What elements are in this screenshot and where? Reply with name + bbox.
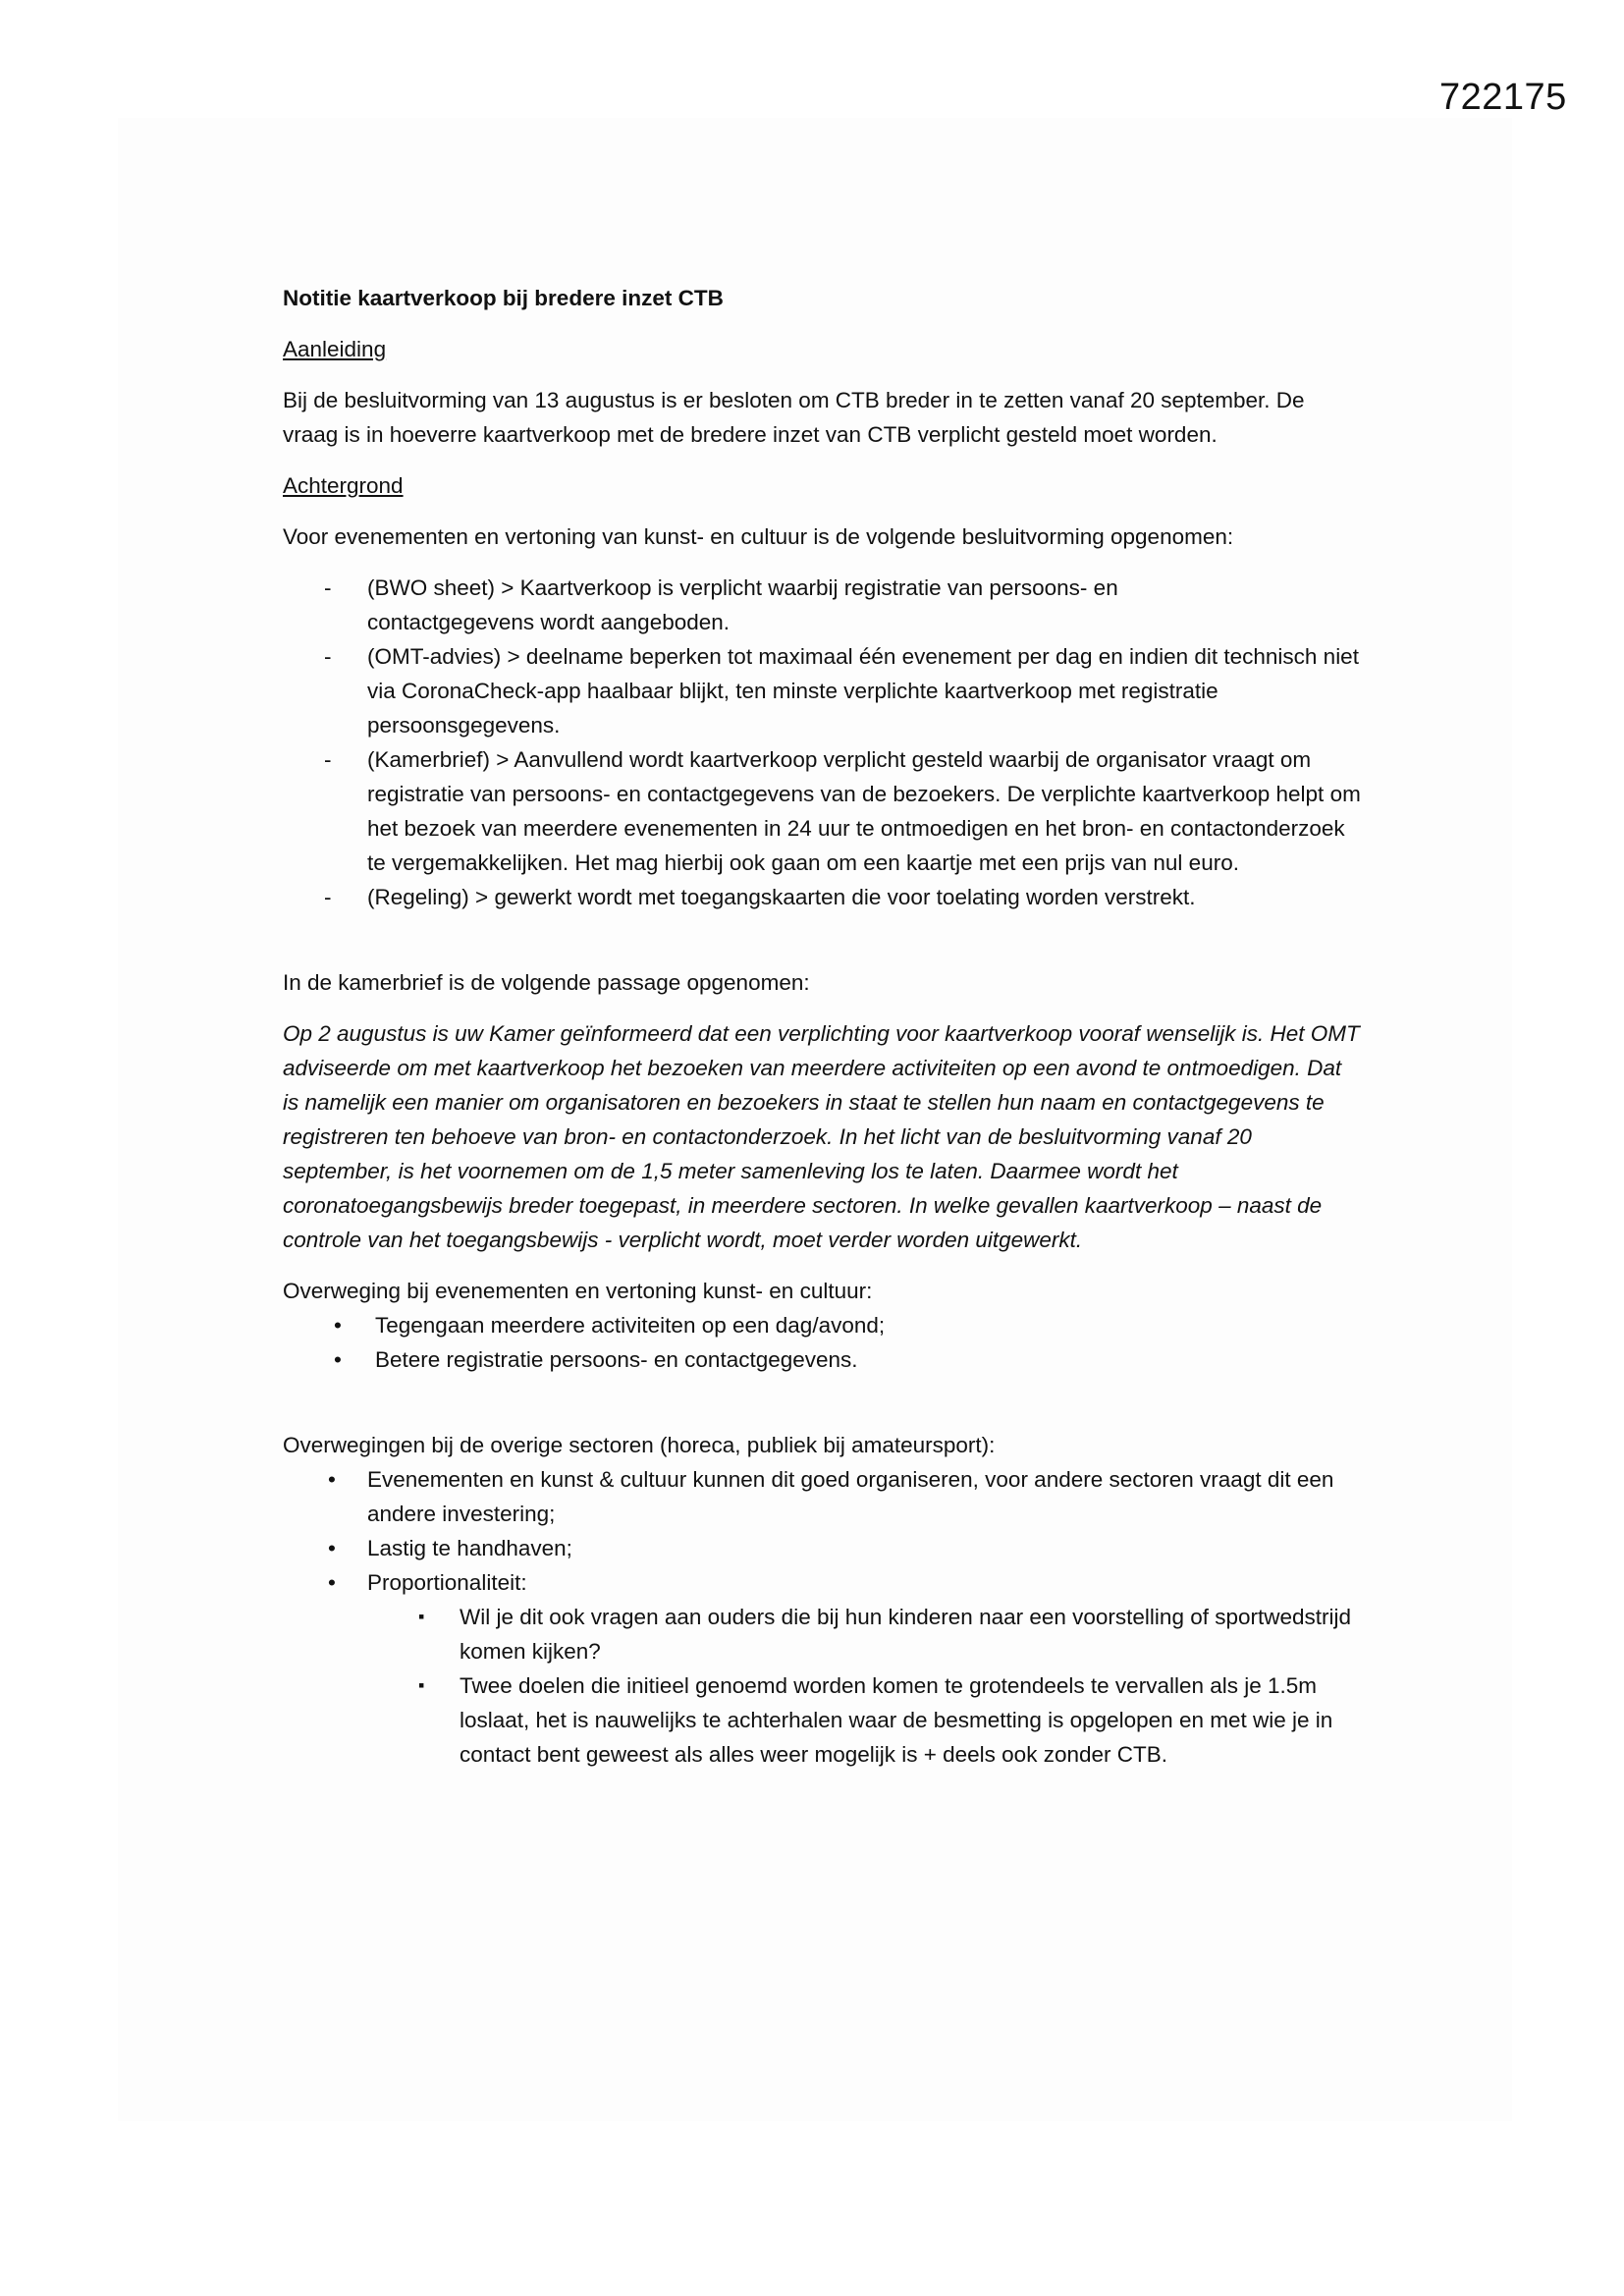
list-item: • Tegengaan meerdere activiteiten op een dag/avond;	[283, 1308, 1363, 1342]
paragraph-aanleiding: Bij de besluitvorming van 13 augustus is er besloten om CTB breder in te zetten vanaf 20 september. De vraag is in hoeverre kaartverkoop met de bredere inzet van CTB verplicht gesteld moet worden.	[283, 388, 1305, 447]
list-item: - (Kamerbrief) > Aanvullend wordt kaartverkoop verplicht gesteld waarbij de organisator vraagt om registratie van persoons- en contactgegevens van de bezoekers. De verplichte kaartverkoop helpt om het bezoek van meerdere evenementen in 24 uur te ontmoedigen en het bron- en contactonderzoek te vergemakkelijken. Het mag hierbij ook gaan om een kaartje met een prijs van nul euro.	[283, 742, 1363, 880]
sub-list-item: ▪ Wil je dit ook vragen aan ouders die bij hun kinderen naar een voorstelling of sportwedstrijd komen kijken?	[283, 1600, 1363, 1668]
list-item: • Lastig te handhaven;	[283, 1531, 1363, 1565]
paragraph-kamerbrief-intro: In de kamerbrief is de volgende passage opgenomen:	[283, 970, 810, 995]
heading-aanleiding: Aanleiding	[283, 337, 387, 361]
paragraph-overweging-intro: Overweging bij evenementen en vertoning kunst- en cultuur:	[283, 1279, 873, 1303]
overige-sectoren-list	[283, 1462, 1363, 1600]
overweging-list	[283, 1308, 1363, 1377]
paragraph-overige-sectoren-intro: Overwegingen bij de overige sectoren (horeca, publiek bij amateursport):	[283, 1433, 996, 1457]
heading-achtergrond: Achtergrond	[283, 473, 404, 498]
list-item: • Evenementen en kunst & cultuur kunnen dit goed organiseren, voor andere sectoren vraagt dit een andere investering;	[283, 1462, 1363, 1531]
document-id: 722175	[1439, 77, 1567, 118]
kamerbrief-quote: Op 2 augustus is uw Kamer geïnformeerd dat een verplichting voor kaartverkoop vooraf wenselijk is. Het OMT adviseerde om met kaartverkoop het bezoeken van meerdere activiteiten op een avond te ontmoedigen. Dat is namelijk een manier om organisatoren en bezoekers in staat te stellen hun naam en contactgegevens te registreren ten behoeve van bron- en contactonderzoek. In het licht van de besluitvorming vanaf 20 september, is het voornemen om de 1,5 meter samenleving los te laten. Daarmee wordt het coronatoegangsbewijs breder toegepast, in meerdere sectoren. In welke gevallen kaartverkoop – naast de controle van het toegangsbewijs - verplicht wordt, moet verder worden uitgewerkt.	[283, 1021, 1360, 1252]
sub-list-item: ▪ Twee doelen die initieel genoemd worden komen te grotendeels te vervallen als je 1.5m loslaat, het is nauwelijks te achterhalen waar de besmetting is opgelopen en met wie je in contact bent geweest als alles weer mogelijk is + deels ook zonder CTB.	[283, 1668, 1363, 1772]
document-body	[283, 281, 1363, 1772]
besluitvorming-list	[283, 571, 1363, 914]
paragraph-achtergrond-intro: Voor evenementen en vertoning van kunst- en cultuur is de volgende besluitvorming opgenomen:	[283, 524, 1234, 549]
list-item: - (Regeling) > gewerkt wordt met toegangskaarten die voor toelating worden verstrekt.	[283, 880, 1363, 914]
proportionaliteit-sublist	[283, 1600, 1363, 1772]
list-item: • Betere registratie persoons- en contactgegevens.	[283, 1342, 1363, 1377]
list-item: • Proportionaliteit:	[283, 1565, 1363, 1600]
list-item: - (OMT-advies) > deelname beperken tot maximaal één evenement per dag en indien dit technisch niet via CoronaCheck-app haalbaar blijkt, ten minste verplichte kaartverkoop met registratie persoonsgegevens.	[283, 639, 1363, 742]
list-item: - (BWO sheet) > Kaartverkoop is verplicht waarbij registratie van persoons- en contactgegevens wordt aangeboden.	[283, 571, 1363, 639]
document-title: Notitie kaartverkoop bij bredere inzet CTB	[283, 286, 724, 310]
